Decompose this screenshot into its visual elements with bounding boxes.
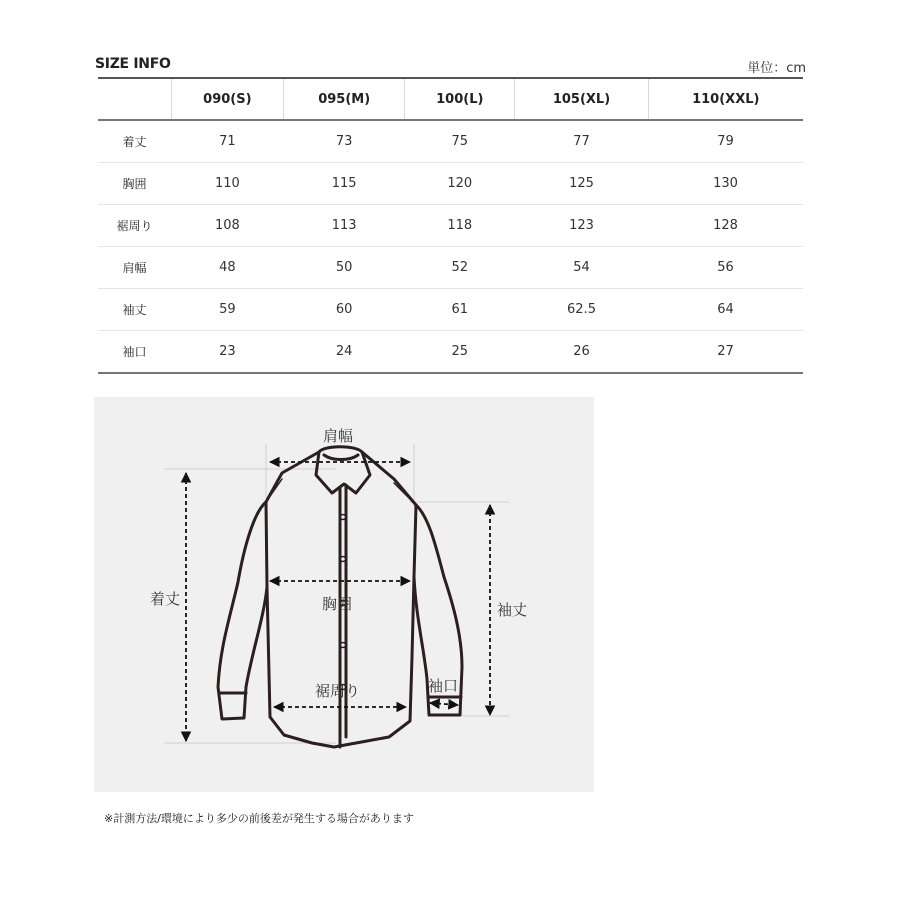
table-cell: 54 <box>515 247 648 289</box>
table-cell: 125 <box>515 163 648 205</box>
size-table <box>98 77 803 374</box>
table-cell: 64 <box>648 289 803 331</box>
diagram-label-sleeve: 袖丈 <box>497 601 528 619</box>
row-label: 袖口 <box>98 331 171 374</box>
column-header: 090(S) <box>171 78 284 120</box>
table-cell: 59 <box>171 289 284 331</box>
diagram-label-hem: 裾周り <box>315 682 361 700</box>
column-header: 100(L) <box>405 78 515 120</box>
table-cell: 27 <box>648 331 803 374</box>
column-header <box>98 78 171 120</box>
table-cell: 26 <box>515 331 648 374</box>
row-label: 肩幅 <box>98 247 171 289</box>
table-row <box>98 205 803 247</box>
diagram-label-shoulder: 肩幅 <box>323 427 354 445</box>
table-cell: 62.5 <box>515 289 648 331</box>
table-row <box>98 331 803 374</box>
table-cell: 115 <box>284 163 405 205</box>
table-cell: 50 <box>284 247 405 289</box>
table-row <box>98 289 803 331</box>
table-cell: 56 <box>648 247 803 289</box>
shirt-measurement-diagram <box>94 397 594 792</box>
table-cell: 75 <box>405 120 515 163</box>
diagram-label-chest: 胸囲 <box>322 595 353 613</box>
table-row <box>98 120 803 163</box>
measurement-footnote: ※計測方法/環境により多少の前後差が発生する場合があります <box>104 812 414 825</box>
column-header: 105(XL) <box>515 78 648 120</box>
row-label: 着丈 <box>98 120 171 163</box>
table-cell: 118 <box>405 205 515 247</box>
table-cell: 79 <box>648 120 803 163</box>
table-cell: 108 <box>171 205 284 247</box>
diagram-label-length: 着丈 <box>150 590 181 608</box>
table-cell: 128 <box>648 205 803 247</box>
row-label: 胸囲 <box>98 163 171 205</box>
table-cell: 24 <box>284 331 405 374</box>
row-label: 裾周り <box>98 205 171 247</box>
table-cell: 52 <box>405 247 515 289</box>
unit-label: 単位：cm <box>747 61 806 76</box>
table-cell: 130 <box>648 163 803 205</box>
table-cell: 73 <box>284 120 405 163</box>
table-cell: 110 <box>171 163 284 205</box>
column-header: 095(M) <box>284 78 405 120</box>
table-cell: 61 <box>405 289 515 331</box>
table-row <box>98 163 803 205</box>
table-cell: 71 <box>171 120 284 163</box>
diagram-label-cuff: 袖口 <box>428 677 459 695</box>
table-cell: 60 <box>284 289 405 331</box>
table-cell: 77 <box>515 120 648 163</box>
row-label: 袖丈 <box>98 289 171 331</box>
table-cell: 120 <box>405 163 515 205</box>
size-info-title: SIZE INFO <box>95 56 171 72</box>
table-cell: 25 <box>405 331 515 374</box>
table-cell: 113 <box>284 205 405 247</box>
table-row <box>98 247 803 289</box>
table-cell: 23 <box>171 331 284 374</box>
column-header: 110(XXL) <box>648 78 803 120</box>
table-cell: 123 <box>515 205 648 247</box>
table-cell: 48 <box>171 247 284 289</box>
table-header-row <box>98 78 803 120</box>
